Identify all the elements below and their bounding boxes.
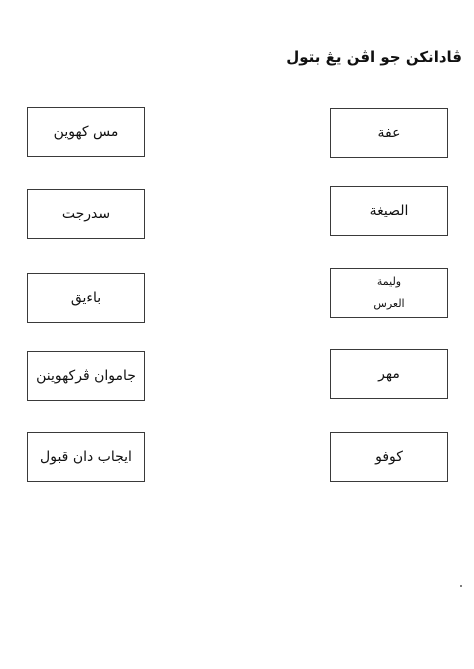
worksheet-title: ڤادانكن جو اڤن يڠ بتول <box>286 48 462 66</box>
term-label: الصيغة <box>369 202 409 219</box>
meaning-box-4[interactable] <box>27 351 145 401</box>
term-box-1[interactable] <box>330 108 448 158</box>
meaning-label: مس كهوين <box>53 123 119 140</box>
meaning-box-5[interactable] <box>27 432 145 482</box>
term-label-line1: وليمة <box>376 275 402 288</box>
term-label-line2: العرس <box>373 297 405 310</box>
term-box-3[interactable] <box>330 268 448 318</box>
meaning-box-1[interactable] <box>27 107 145 157</box>
term-label: عفة <box>377 124 401 141</box>
meaning-label: ايجاب دان قبول <box>40 448 132 465</box>
term-box-2[interactable] <box>330 186 448 236</box>
meaning-label: جاموان ڤركهوينن <box>36 367 136 384</box>
term-box-5[interactable] <box>330 432 448 482</box>
term-label: كوفو <box>375 448 403 465</box>
meaning-box-2[interactable] <box>27 189 145 239</box>
meaning-label: باءيق <box>70 289 102 306</box>
stray-dot <box>460 585 462 587</box>
term-label: مهر <box>378 365 400 382</box>
meaning-label: سدرجت <box>61 205 111 222</box>
meaning-box-3[interactable] <box>27 273 145 323</box>
term-box-4[interactable] <box>330 349 448 399</box>
